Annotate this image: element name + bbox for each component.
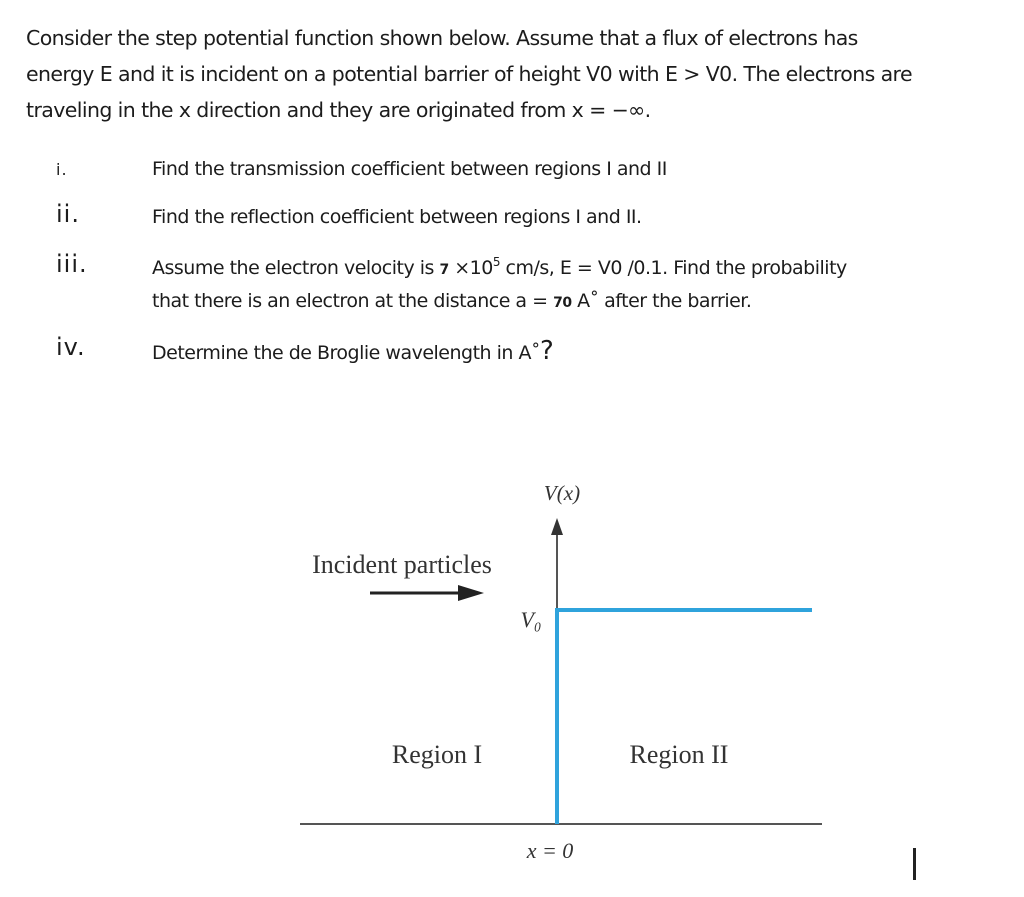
distance-value: 70 xyxy=(553,295,572,311)
incident-particles-label: Incident particles xyxy=(312,550,492,579)
vx-axis-arrowhead xyxy=(551,518,563,535)
velocity-exponent: 5 xyxy=(492,255,500,269)
velocity-value: 7 xyxy=(439,262,449,278)
question-3-text-b: ×10 xyxy=(448,257,493,279)
question-mark: ? xyxy=(539,336,554,366)
barrier-step-line xyxy=(557,610,812,824)
region-2-label: Region II xyxy=(629,740,729,769)
v0-label: V₀ xyxy=(520,607,542,632)
intro-line-3: traveling in the x direction and they are originated from x = −∞. xyxy=(26,98,651,122)
region-1-label: Region I xyxy=(391,740,483,769)
question-2-number: ii. xyxy=(56,200,80,228)
question-1-number: i. xyxy=(56,160,68,179)
question-4-body: Determine the de Broglie wavelength in A˚ xyxy=(152,342,540,364)
incident-arrow-icon xyxy=(458,585,484,601)
question-3-line2-a: that there is an electron at the distance a = xyxy=(152,290,554,312)
question-3-line2-b: A˚ after the barrier. xyxy=(571,290,752,312)
intro-line-1: Consider the step potential function shown below. Assume that a flux of electrons has xyxy=(26,26,858,50)
intro-line-2: energy E and it is incident on a potential barrier of height V0 with E > V0. The electrons are xyxy=(26,62,912,86)
question-4-number: iv. xyxy=(56,333,86,361)
x-zero-label: x = 0 xyxy=(526,838,574,863)
text-cursor xyxy=(913,848,916,880)
vx-label: V(x) xyxy=(543,481,581,505)
question-3-text-c: cm/s, E = V0 /0.1. Find the probability xyxy=(500,257,847,279)
question-3-text-a: Assume the electron velocity is xyxy=(152,257,440,279)
question-3-number: iii. xyxy=(56,250,88,278)
question-2-text: Find the reflection coefficient between regions I and II. xyxy=(152,206,642,228)
question-1-text: Find the transmission coefficient between regions I and II xyxy=(152,158,667,180)
